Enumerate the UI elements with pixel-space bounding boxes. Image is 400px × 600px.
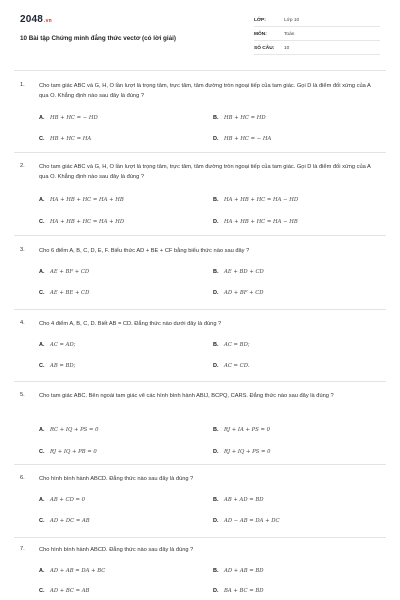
option-expression: RC + IQ + PS = 0 bbox=[50, 427, 99, 433]
option-expression: HA + HB + HC = HA + HB bbox=[50, 197, 124, 203]
meta-row-subject bbox=[254, 28, 380, 41]
option-expression: RJ + IQ + PS = 0 bbox=[224, 449, 271, 455]
option-expression: RJ + IQ + PB = 0 bbox=[50, 449, 97, 455]
document-header bbox=[0, 0, 400, 68]
option-a[interactable] bbox=[39, 342, 76, 348]
option-label: A. bbox=[39, 197, 45, 203]
option-expression: AB + AD = BD bbox=[224, 497, 264, 503]
option-label: D. bbox=[213, 363, 219, 369]
question-text: Cho hình bình hành ABCD. Đẳng thức nào sau đây là đúng ? bbox=[39, 476, 194, 482]
option-label: D. bbox=[213, 290, 219, 296]
option-expression: AD + AB = DA + BC bbox=[50, 568, 106, 574]
question-number: 7. bbox=[20, 546, 25, 552]
question-text: Cho 6 điểm A, B, C, D, E, F. Biểu thức AD + BE + CF bằng biểu thức nào sau đây ? bbox=[39, 248, 250, 254]
question-divider bbox=[14, 309, 386, 310]
option-label: A. bbox=[39, 115, 45, 121]
option-expression: AD + DC = AB bbox=[50, 518, 90, 524]
question-divider bbox=[14, 152, 386, 153]
document-title: 10 Bài tập Chứng minh đẳng thức vectơ (có lời giải) bbox=[20, 35, 176, 42]
option-d[interactable] bbox=[213, 290, 264, 296]
option-c[interactable] bbox=[39, 136, 91, 142]
option-c[interactable] bbox=[39, 219, 124, 225]
option-label: A. bbox=[39, 427, 45, 433]
question-text: Cho tam giác ABC và G, H, O lần lượt là trọng tâm, trực tâm, tâm đường tròn ngoại tiếp của tam giác. Gọi D là điểm đối xứng của A qua O. Khẳng định nào sau đây là đúng ? bbox=[39, 164, 371, 180]
option-label: C. bbox=[39, 219, 45, 225]
option-label: B. bbox=[213, 427, 219, 433]
question-number: 2. bbox=[20, 163, 25, 169]
option-label: C. bbox=[39, 290, 45, 296]
option-d[interactable] bbox=[213, 363, 249, 369]
question-divider bbox=[14, 235, 386, 236]
option-label: D. bbox=[213, 219, 219, 225]
option-expression: AE + BD + CD bbox=[224, 269, 264, 275]
question-number: 5. bbox=[20, 392, 25, 398]
question-text: Cho hình bình hành ABCD. Đẳng thức nào sau đây là đúng ? bbox=[39, 547, 194, 553]
option-a[interactable] bbox=[39, 427, 98, 433]
question-divider bbox=[14, 464, 386, 465]
option-expression: AE + BF + CD bbox=[50, 269, 90, 275]
option-c[interactable] bbox=[39, 588, 89, 594]
logo-text: 2048 bbox=[20, 14, 44, 25]
option-expression: AE + BE + CD bbox=[50, 290, 90, 296]
question-text: Cho tam giác ABC và G, H, O lần lượt là trọng tâm, trực tâm, tâm đường tròn ngoại tiếp của tam giác. Gọi D là điểm đối xứng của A qua O. Khẳng định nào sau đây là đúng ? bbox=[39, 83, 371, 99]
option-expression: AD + AB = BD bbox=[224, 568, 264, 574]
option-label: D. bbox=[213, 449, 219, 455]
option-expression: BA + BC = BD bbox=[224, 588, 264, 594]
option-a[interactable] bbox=[39, 269, 89, 275]
option-label: A. bbox=[39, 497, 45, 503]
option-d[interactable] bbox=[213, 518, 280, 524]
option-label: D. bbox=[213, 518, 219, 524]
option-expression: HB + HC = HA bbox=[50, 136, 92, 142]
option-label: C. bbox=[39, 136, 45, 142]
option-expression: HA + HB + HC = HA − HD bbox=[224, 197, 299, 203]
option-a[interactable] bbox=[39, 197, 124, 203]
option-d[interactable] bbox=[213, 588, 264, 594]
option-a[interactable] bbox=[39, 497, 85, 503]
option-expression: HB + HC = − HD bbox=[50, 115, 98, 121]
option-d[interactable] bbox=[213, 219, 298, 225]
option-a[interactable] bbox=[39, 568, 105, 574]
question-number: 6. bbox=[20, 475, 25, 481]
option-b[interactable] bbox=[213, 269, 264, 275]
option-label: B. bbox=[213, 269, 219, 275]
option-expression: HB + HC = HD bbox=[224, 115, 266, 121]
option-expression: RJ + IA + PS = 0 bbox=[224, 427, 271, 433]
meta-label: LỚP: bbox=[254, 17, 266, 23]
option-label: A. bbox=[39, 342, 45, 348]
option-d[interactable] bbox=[213, 136, 271, 142]
logo-suffix: .vn bbox=[44, 18, 52, 24]
option-label: B. bbox=[213, 197, 219, 203]
option-b[interactable] bbox=[213, 497, 264, 503]
meta-value: 10 bbox=[284, 45, 290, 51]
option-expression: AD + BF + CD bbox=[224, 290, 264, 296]
option-label: B. bbox=[213, 342, 219, 348]
meta-row-class bbox=[254, 14, 380, 27]
option-label: D. bbox=[213, 136, 219, 142]
option-c[interactable] bbox=[39, 518, 90, 524]
option-c[interactable] bbox=[39, 449, 97, 455]
option-label: C. bbox=[39, 518, 45, 524]
meta-row-question-count bbox=[254, 42, 380, 55]
meta-label: SỐ CÂU: bbox=[254, 45, 275, 51]
option-label: D. bbox=[213, 588, 219, 594]
site-logo[interactable] bbox=[20, 14, 52, 25]
option-b[interactable] bbox=[213, 115, 266, 121]
option-expression: AD − AB = DA + DC bbox=[224, 518, 280, 524]
option-b[interactable] bbox=[213, 427, 270, 433]
option-expression: HA + HB + HC = HA + HD bbox=[50, 219, 125, 225]
question-number: 4. bbox=[20, 320, 25, 326]
option-expression: AB + CD = 0 bbox=[50, 497, 85, 503]
option-c[interactable] bbox=[39, 290, 89, 296]
option-expression: HB + HC = − HA bbox=[224, 136, 272, 142]
question-number: 3. bbox=[20, 247, 25, 253]
meta-value: Toán bbox=[284, 31, 295, 37]
option-label: B. bbox=[213, 568, 219, 574]
question-text: Cho 4 điểm A, B, C, D. Biết AB = CD. Đẳng thức nào dưới đây là đúng ? bbox=[39, 321, 222, 327]
option-label: B. bbox=[213, 115, 219, 121]
option-d[interactable] bbox=[213, 449, 271, 455]
option-expression: AD + BC = AB bbox=[50, 588, 90, 594]
question-text: Cho tam giác ABC. Bên ngoài tam giác vẽ các hình bình hành ABIJ, BCPQ, CARS. Đẳng thức nào sau đây là đúng ? bbox=[39, 393, 334, 399]
question-divider bbox=[14, 537, 386, 538]
option-expression: AC = CD. bbox=[224, 363, 250, 369]
option-label: A. bbox=[39, 568, 45, 574]
question-divider bbox=[14, 381, 386, 382]
header-divider bbox=[14, 70, 386, 71]
option-a[interactable] bbox=[39, 115, 98, 121]
meta-value: Lớp 10 bbox=[284, 17, 300, 23]
option-label: B. bbox=[213, 497, 219, 503]
option-c[interactable] bbox=[39, 363, 75, 369]
option-b[interactable] bbox=[213, 342, 250, 348]
option-label: C. bbox=[39, 449, 45, 455]
option-b[interactable] bbox=[213, 197, 298, 203]
option-b[interactable] bbox=[213, 568, 264, 574]
option-label: C. bbox=[39, 363, 45, 369]
option-expression: AC = BD; bbox=[224, 342, 250, 348]
option-expression: HA + HB + HC = HA − HB bbox=[224, 219, 298, 225]
option-label: A. bbox=[39, 269, 45, 275]
question-number: 1. bbox=[20, 82, 25, 88]
meta-label: MÔN: bbox=[254, 31, 267, 37]
option-expression: AC = AD; bbox=[50, 342, 76, 348]
option-label: C. bbox=[39, 588, 45, 594]
option-expression: AB = BD; bbox=[50, 363, 76, 369]
